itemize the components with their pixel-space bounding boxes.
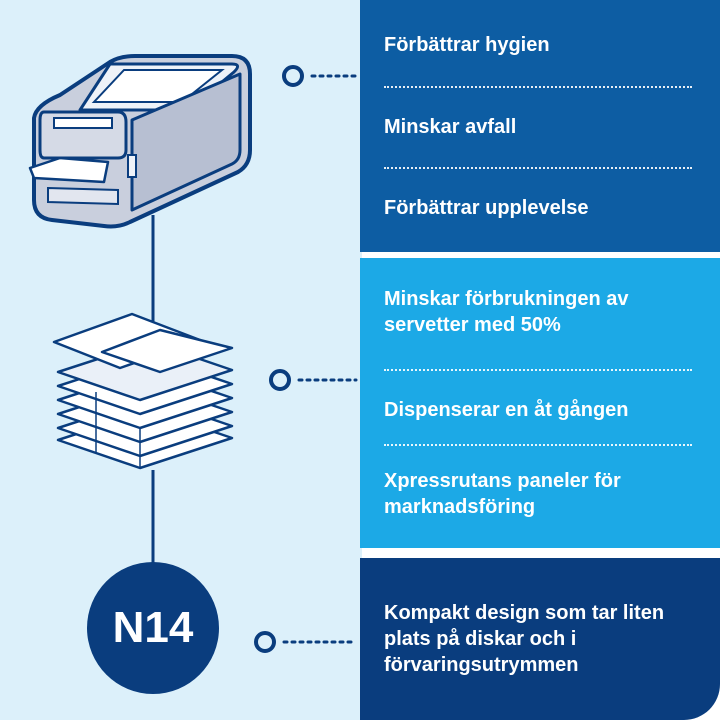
napkin-dispenser-icon (30, 56, 250, 227)
benefits-panel-1 (360, 0, 720, 252)
benefit-item: Minskar förbrukningen av servetter med 50% (384, 288, 629, 336)
benefit-item: Kompakt design som tar liten plats på diskar och i förvaringsutrymmen (384, 602, 665, 676)
benefit-item: Dispenserar en åt gången (384, 399, 629, 421)
connector-ring-1 (284, 67, 356, 85)
benefit-item: Förbättrar hygien (384, 34, 550, 56)
benefits-panel-2 (360, 258, 720, 548)
benefit-item: Förbättrar upplevelse (384, 197, 589, 219)
benefit-item: Xpressrutans paneler för marknadsföring (384, 470, 621, 518)
badge-label: N14 (112, 603, 194, 652)
dotted-divider (384, 167, 692, 169)
dotted-divider (384, 369, 692, 371)
benefit-item: Minskar avfall (384, 116, 517, 138)
napkin-stack-icon (54, 314, 232, 468)
dotted-divider (384, 444, 692, 446)
connector-ring-3 (256, 633, 356, 651)
dotted-divider (384, 86, 692, 88)
connector-ring-2 (271, 371, 356, 389)
benefits-panel-3 (360, 558, 720, 720)
